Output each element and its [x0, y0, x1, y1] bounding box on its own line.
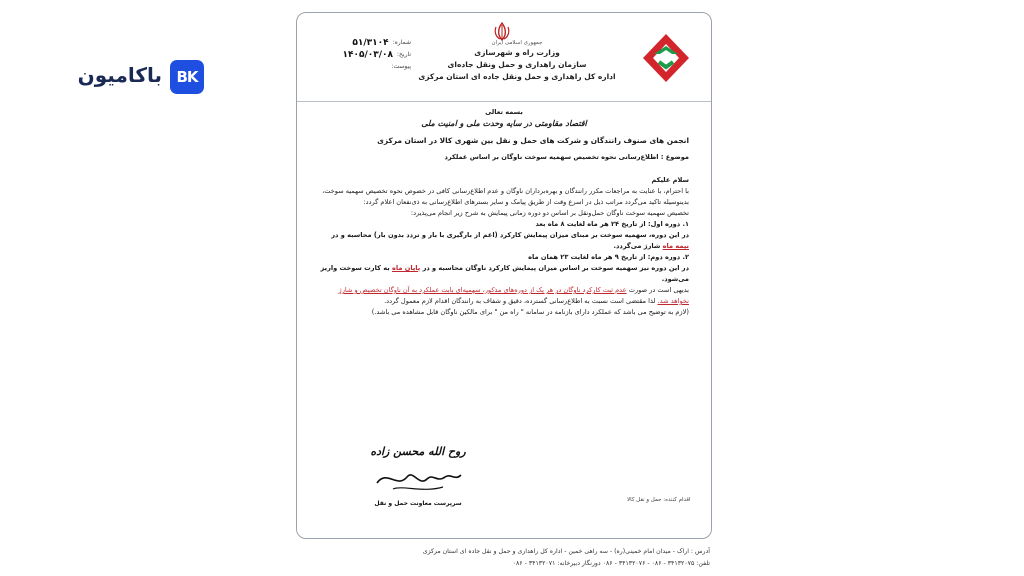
period-2-highlight: پایان ماه	[391, 264, 421, 272]
paragraph-note: (لازم به توضیح می باشد که عملکرد دارای بازنامه در سامانه " راه من " برای مالکین ناوگان قابل مشاهده می باشد.)	[371, 308, 689, 316]
number-label: شماره:	[392, 39, 411, 46]
warning-highlight: عدم ثبت کارکرد ناوگان در هر یک از دوره‌های مذکور، سهمیه‌ای بابت عملکرد به آن ناوگان تخصیص و شارژ نخواهد شد.	[338, 286, 689, 305]
attachment-label: پیوست:	[391, 63, 411, 70]
slogan: اقتصاد مقاومتی در سایه وحدت ملی و امنیت ملی	[421, 119, 587, 128]
header-divider	[297, 101, 711, 102]
letter-meta	[337, 37, 411, 73]
letter-header	[297, 13, 711, 101]
official-letter	[296, 12, 712, 539]
period-2-text-b: به کارت سوخت واریز می‌شود.	[320, 264, 689, 283]
paragraph-warning	[319, 285, 689, 307]
signature-icon	[363, 459, 473, 499]
ministry-name: وزارت راه و شهرسازی	[474, 48, 560, 57]
emblem-caption: جمهوری اسلامی ایران	[491, 40, 543, 46]
paragraph-intro: با احترام، با عنایت به مراجعات مکرر رانندگان و بهره‌برداران ناوگان و عدم اطلاع‌رسانی کافی در خصوص نحوه تخصیص سهمیه سوخت، بدینوسیله تاکید می‌گردد مراتب ذیل در اسرع وقت از طریق پیامک و سایر بسترهای اطلاع‌رسانی به ذی‌نفعان اعلام گردد:	[322, 187, 689, 206]
rahdari-logo-icon	[639, 31, 693, 85]
paragraph-periods-intro: تخصیص سهمیه سوخت ناوگان حمل‌ونقل بر اساس دو دوره زمانی پیمایش به شرح زیر انجام می‌پذیرد:	[410, 209, 689, 217]
period-2-text-a: در این دوره نیز سهمیه سوخت بر اساس میزان پیمایش کارکرد ناوگان محاسبه و در	[422, 264, 689, 272]
greeting: سلام علیکم	[651, 176, 689, 184]
signer-name: روح الله محسن زاده	[370, 445, 466, 458]
cc-note: اقدام کننده: حمل و نقل کالا	[627, 497, 691, 503]
recipient: انجمن های صنوف رانندگان و شرکت های حمل و نقل بین شهری کالا در استان مرکزی	[377, 136, 689, 145]
brand-logo[interactable]	[58, 60, 204, 94]
organization-name: سازمان راهداری و حمل ونقل جاده‌ای	[447, 60, 587, 69]
period-1-text-b: شارژ می‌گردد.	[613, 242, 661, 250]
subject: موضوع : اطلاع‌رسانی نحوه تخصیص سهمیه سوخت ناوگان بر اساس عملکرد	[444, 153, 689, 161]
basmala: بسمه تعالی	[485, 108, 523, 116]
period-1-text	[319, 230, 689, 252]
signer-title: سرپرست معاونت حمل و نقل	[374, 500, 462, 507]
letter-body	[319, 107, 689, 318]
period-1-title: ۱. دوره اول: از تاریخ ۲۴ هر ماه لغایت ۸ ماه بعد	[535, 220, 689, 228]
date-label: تاریخ:	[397, 51, 411, 58]
brand-name: باکامیون	[77, 63, 162, 87]
warning-text-b: لذا مقتضی است نسبت به اطلاع‌رسانی گسترده، دقیق و شفاف به رانندگان اقدام لازم معمول گردد.	[384, 297, 656, 305]
warning-text-a: بدیهی است در صورت	[628, 286, 689, 294]
signature-block	[363, 445, 473, 507]
directorate-name: اداره کل راهداری و حمل ونقل جاده ای استان مرکزی	[418, 72, 616, 81]
footer-phone: تلفن: ۳۴۱۳۲۰۷۵ - ۰۸۶ - ۳۴۱۳۲۰۷۶ - ۰۸۶ دورنگار دبیرخانه: ۳۴۱۳۲۰۷۱ - ۰۸۶	[512, 560, 710, 567]
footer-address: آدرس : اراک - میدان امام خمینی(ره) - سه راهی خمین - اداره کل راهداری و حمل و نقل جاده ای استان مرکزی	[422, 548, 710, 555]
period-1-highlight: نیمه ماه	[662, 242, 689, 250]
period-2-title: ۲. دوره دوم: از تاریخ ۹ هر ماه لغایت ۲۳ همان ماه	[528, 253, 689, 261]
letter-number: ۵۱/۳۱۰۴	[352, 38, 389, 48]
brand-mark: BK	[170, 60, 204, 94]
period-1-text-a: در این دوره، سهمیه سوخت بر مبنای میزان پیمایش کارکرد (اعم از بارگیری با بار و تردد بدون بار) محاسبه و در	[331, 231, 689, 239]
letter-footer	[296, 546, 710, 570]
period-2-text	[319, 263, 689, 285]
letter-date: ۱۴۰۵/۰۳/۰۸	[342, 50, 394, 60]
letter-heading	[407, 39, 627, 83]
